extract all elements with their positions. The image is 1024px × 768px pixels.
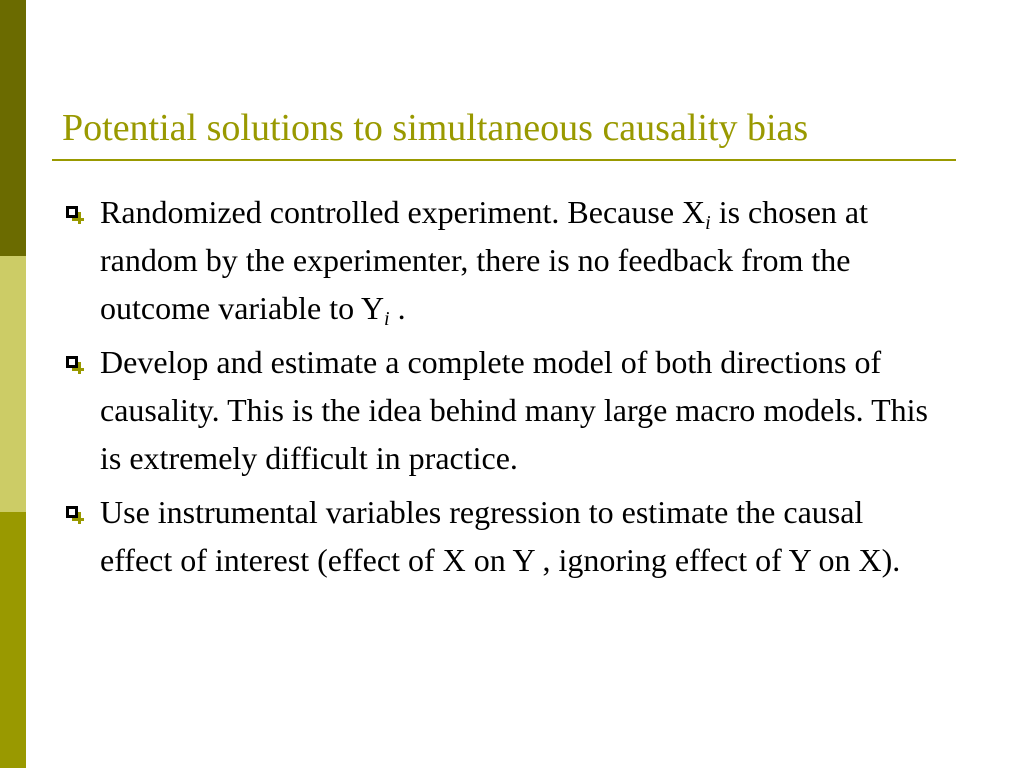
title-underline [52, 159, 956, 161]
bullet-item [62, 488, 942, 584]
bullet-text: Randomized controlled experiment. Because $X_i$ is chosen at random by the experimenter, there is no feedback from the outcome variable to $Y_i$ . [100, 194, 868, 330]
bullet-item [62, 188, 942, 332]
bullet-text: Use instrumental variables regression to estimate the causal effect of interest (effect of X on Y , ignoring effect of Y on X). [100, 494, 901, 578]
bullet-item [62, 338, 942, 482]
square-bullet-icon [66, 506, 78, 518]
subscript: i [384, 308, 390, 330]
square-bullet-icon [66, 356, 78, 368]
subscript: i [705, 212, 711, 234]
side-bar-middle [0, 256, 26, 512]
square-bullet-icon [66, 206, 78, 218]
bullet-text: Develop and estimate a complete model of both directions of causality. This is the idea behind many large macro models. This is extremely difficult in practice. [100, 344, 928, 476]
side-bar-bottom [0, 512, 26, 768]
slide-title: Potential solutions to simultaneous causality bias [62, 107, 809, 149]
side-bar-top [0, 0, 26, 256]
bullet-list [62, 188, 942, 590]
